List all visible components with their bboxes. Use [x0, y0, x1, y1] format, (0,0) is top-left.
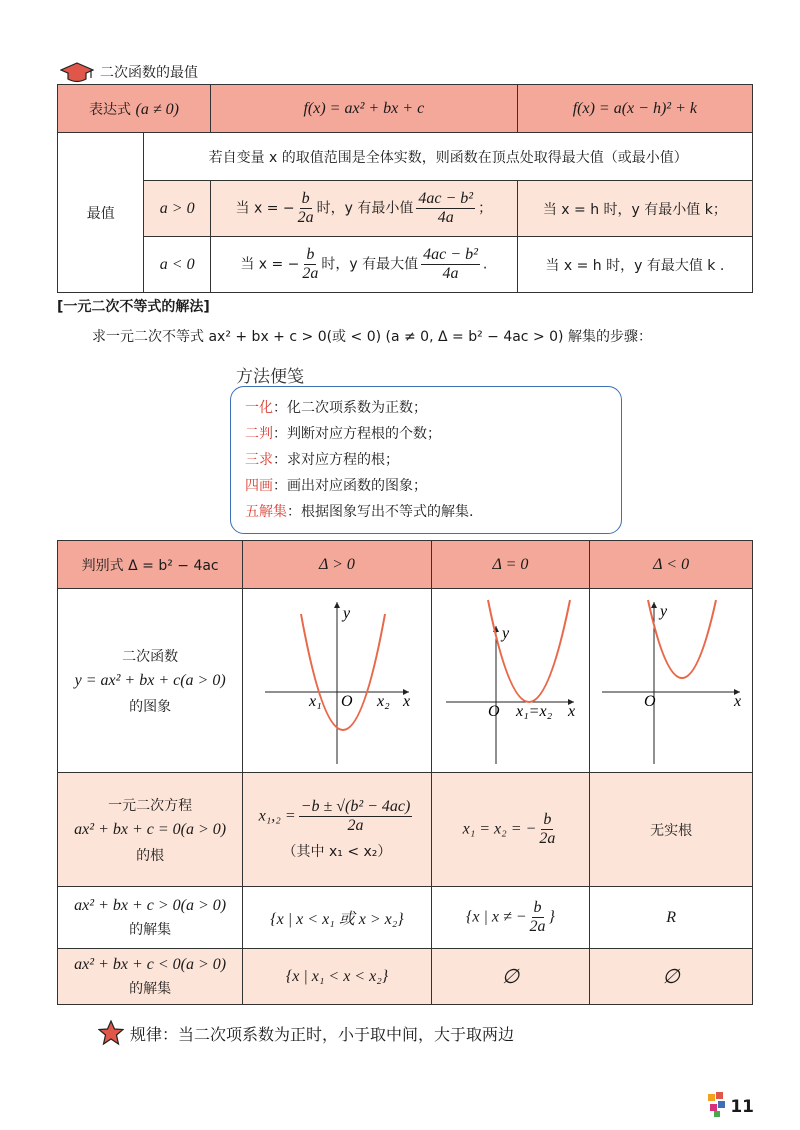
rule-line — [98, 1020, 514, 1046]
quadratic-formula — [299, 798, 413, 835]
graph-one-root — [431, 589, 590, 773]
expr-cond: (a ≠ 0) — [135, 100, 179, 118]
step-5 — [245, 501, 473, 521]
roots-none-cell: 无实根 — [590, 773, 753, 887]
y-label: y — [502, 624, 510, 642]
fraction-b-2a — [302, 246, 318, 283]
disc-neg-header: Δ < 0 — [590, 541, 753, 589]
step-key: 一化 — [245, 400, 273, 416]
roots-lhs: x₁,₂ = — [258, 807, 296, 825]
y-axis-arrow — [334, 602, 340, 608]
x2-label: x₂ — [376, 692, 390, 710]
discriminant-table — [57, 540, 753, 1005]
x-label: x — [734, 692, 742, 710]
cond-a-positive: a > 0 — [144, 181, 211, 237]
step-text: ：求对应方程的根； — [273, 452, 399, 468]
parabola-curve — [648, 600, 716, 678]
label-line: 的图象 — [129, 698, 172, 715]
fraction-b-2a — [539, 811, 555, 848]
min-text: 时，y 有最小值 — [316, 200, 414, 217]
step-4 — [245, 475, 427, 495]
fraction-extremum — [421, 246, 480, 283]
graduation-cap-icon — [60, 61, 94, 83]
when-prefix: 当 x = − — [240, 256, 300, 273]
extrema-table — [57, 84, 753, 293]
lt-equal-cell: ∅ — [431, 949, 590, 1005]
label-line: 二次函数 — [122, 648, 179, 665]
method-note-box — [230, 386, 622, 534]
frac-den: 2a — [539, 830, 556, 847]
label-line: 的根 — [136, 847, 165, 864]
frac-num: 4ac − b² — [423, 246, 478, 263]
disc-zero-header: Δ = 0 — [431, 541, 590, 589]
step-text: ：化二次项系数为正数； — [273, 400, 427, 416]
y-label: y — [342, 604, 351, 622]
disc-pos-header: Δ > 0 — [243, 541, 431, 589]
origin-label: O — [488, 702, 501, 720]
label-line: y = ax² + bx + c(a > 0) — [74, 671, 226, 689]
section-heading-extrema — [60, 60, 198, 84]
label-line: ax² + bx + c < 0(a > 0) — [74, 955, 227, 973]
lt-two-cell: {x | x₁ < x < x₂} — [243, 949, 431, 1005]
frac-num: b — [301, 190, 310, 207]
cond-a-negative: a < 0 — [144, 237, 211, 293]
label-line: ax² + bx + c > 0(a > 0) — [74, 896, 227, 914]
frac-num: −b ± √(b² − 4ac) — [300, 798, 411, 815]
expr-header — [58, 85, 211, 133]
step-text: ：根据图象写出不等式的解集. — [287, 504, 474, 520]
colored-blocks-icon — [706, 1092, 728, 1118]
page-logo-icon — [706, 1092, 728, 1122]
expr-label: 表达式 — [89, 101, 132, 118]
gt-none-cell: R — [590, 887, 753, 949]
origin-label: O — [644, 692, 656, 710]
parabola-one-root-graph — [440, 596, 580, 766]
step-3 — [245, 449, 399, 469]
frac-den: 2a — [347, 817, 364, 834]
label-line: ax² + bx + c = 0(a > 0) — [74, 820, 227, 838]
x1-label: x₁ — [308, 692, 322, 710]
label-line: 的解集 — [129, 921, 172, 938]
roots-two-cell — [243, 773, 431, 887]
punct: ； — [478, 200, 493, 217]
step-text: ：判断对应方程根的个数； — [273, 426, 441, 442]
parabola-curve — [301, 614, 385, 730]
roots-row-label — [58, 773, 243, 887]
disc-header: 判别式 Δ = b² − 4ac — [58, 541, 243, 589]
x-label: x — [568, 702, 576, 720]
extrema-note: 若自变量 x 的取值范围是全体实数，则函数在顶点处取得最大值（或最小值） — [144, 133, 753, 181]
y-axis-arrow — [651, 602, 657, 608]
roots-lhs: x₁ = x₂ = − — [462, 820, 537, 838]
frac-den: 4a — [437, 209, 454, 226]
x-label: x — [402, 692, 411, 710]
step-key: 五解集 — [245, 504, 287, 520]
punct: . — [482, 256, 488, 273]
frac-num: b — [533, 899, 542, 916]
frac-den: 2a — [297, 209, 314, 226]
frac-num: b — [306, 246, 315, 263]
roots-equal-cell — [431, 773, 590, 887]
fraction-extremum — [416, 190, 475, 227]
graph-no-root — [590, 589, 753, 773]
step-text: ：画出对应函数的图象； — [273, 478, 427, 494]
section-title: 二次函数的最值 — [100, 65, 198, 81]
parabola-curve — [488, 600, 570, 702]
origin-label: O — [340, 692, 353, 710]
label-line: 一元二次方程 — [108, 797, 193, 814]
parabola-no-root-graph — [596, 596, 746, 766]
steps-intro: 求一元二次不等式 ax² + bx + c > 0(或 < 0) (a ≠ 0, Δ = b² − 4ac > 0) 解集的步骤： — [92, 329, 652, 345]
max-text: 时，y 有最大值 — [321, 256, 419, 273]
section-heading-inequality: [一元二次不等式的解法] — [57, 299, 210, 315]
star-icon — [98, 1020, 124, 1046]
min-value-cell — [210, 181, 517, 237]
graph-two-roots — [243, 589, 431, 773]
extrema-row-label: 最值 — [58, 133, 144, 293]
frac-den: 2a — [302, 265, 319, 282]
label-line: 的解集 — [129, 980, 172, 997]
when-prefix: 当 x = − — [235, 200, 295, 217]
step-1 — [245, 397, 427, 417]
x12-label: x₁=x₂ — [516, 702, 553, 720]
max-value-cell — [210, 237, 517, 293]
frac-den: 2a — [529, 918, 546, 935]
y-label: y — [660, 602, 668, 620]
graph-row-label — [58, 589, 243, 773]
step-2 — [245, 423, 441, 443]
gt-two-cell: {x | x < x₁ 或 x > x₂} — [243, 887, 431, 949]
vertex-max-cell: 当 x = h 时，y 有最大值 k . — [517, 237, 752, 293]
step-key: 四画 — [245, 478, 273, 494]
page-number: 11 — [730, 1097, 754, 1117]
gt-equal-cell — [431, 887, 590, 949]
set-suffix: } — [548, 908, 555, 926]
step-key: 二判 — [245, 426, 273, 442]
frac-den: 4a — [442, 265, 459, 282]
frac-num: 4ac − b² — [418, 190, 474, 207]
fraction-b-2a — [530, 899, 546, 936]
gt-row-label — [58, 887, 243, 949]
rule-text: 规律：当二次项系数为正时，小于取中间，大于取两边 — [130, 1024, 515, 1044]
frac-num: b — [543, 811, 552, 828]
lt-none-cell: ∅ — [590, 949, 753, 1005]
set-prefix: {x | x ≠ − — [465, 908, 527, 926]
parabola-two-roots-graph — [257, 596, 417, 766]
method-note-title: 方法便笺 — [236, 367, 304, 387]
fraction-b-2a — [298, 190, 314, 227]
general-form-header: f(x) = ax² + bx + c — [210, 85, 517, 133]
vertex-form-header: f(x) = a(x − h)² + k — [517, 85, 752, 133]
lt-row-label — [58, 949, 243, 1005]
vertex-min-cell: 当 x = h 时，y 有最小值 k； — [517, 181, 752, 237]
step-key: 三求 — [245, 452, 273, 468]
roots-note: （其中 x₁ < x₂） — [282, 844, 392, 860]
